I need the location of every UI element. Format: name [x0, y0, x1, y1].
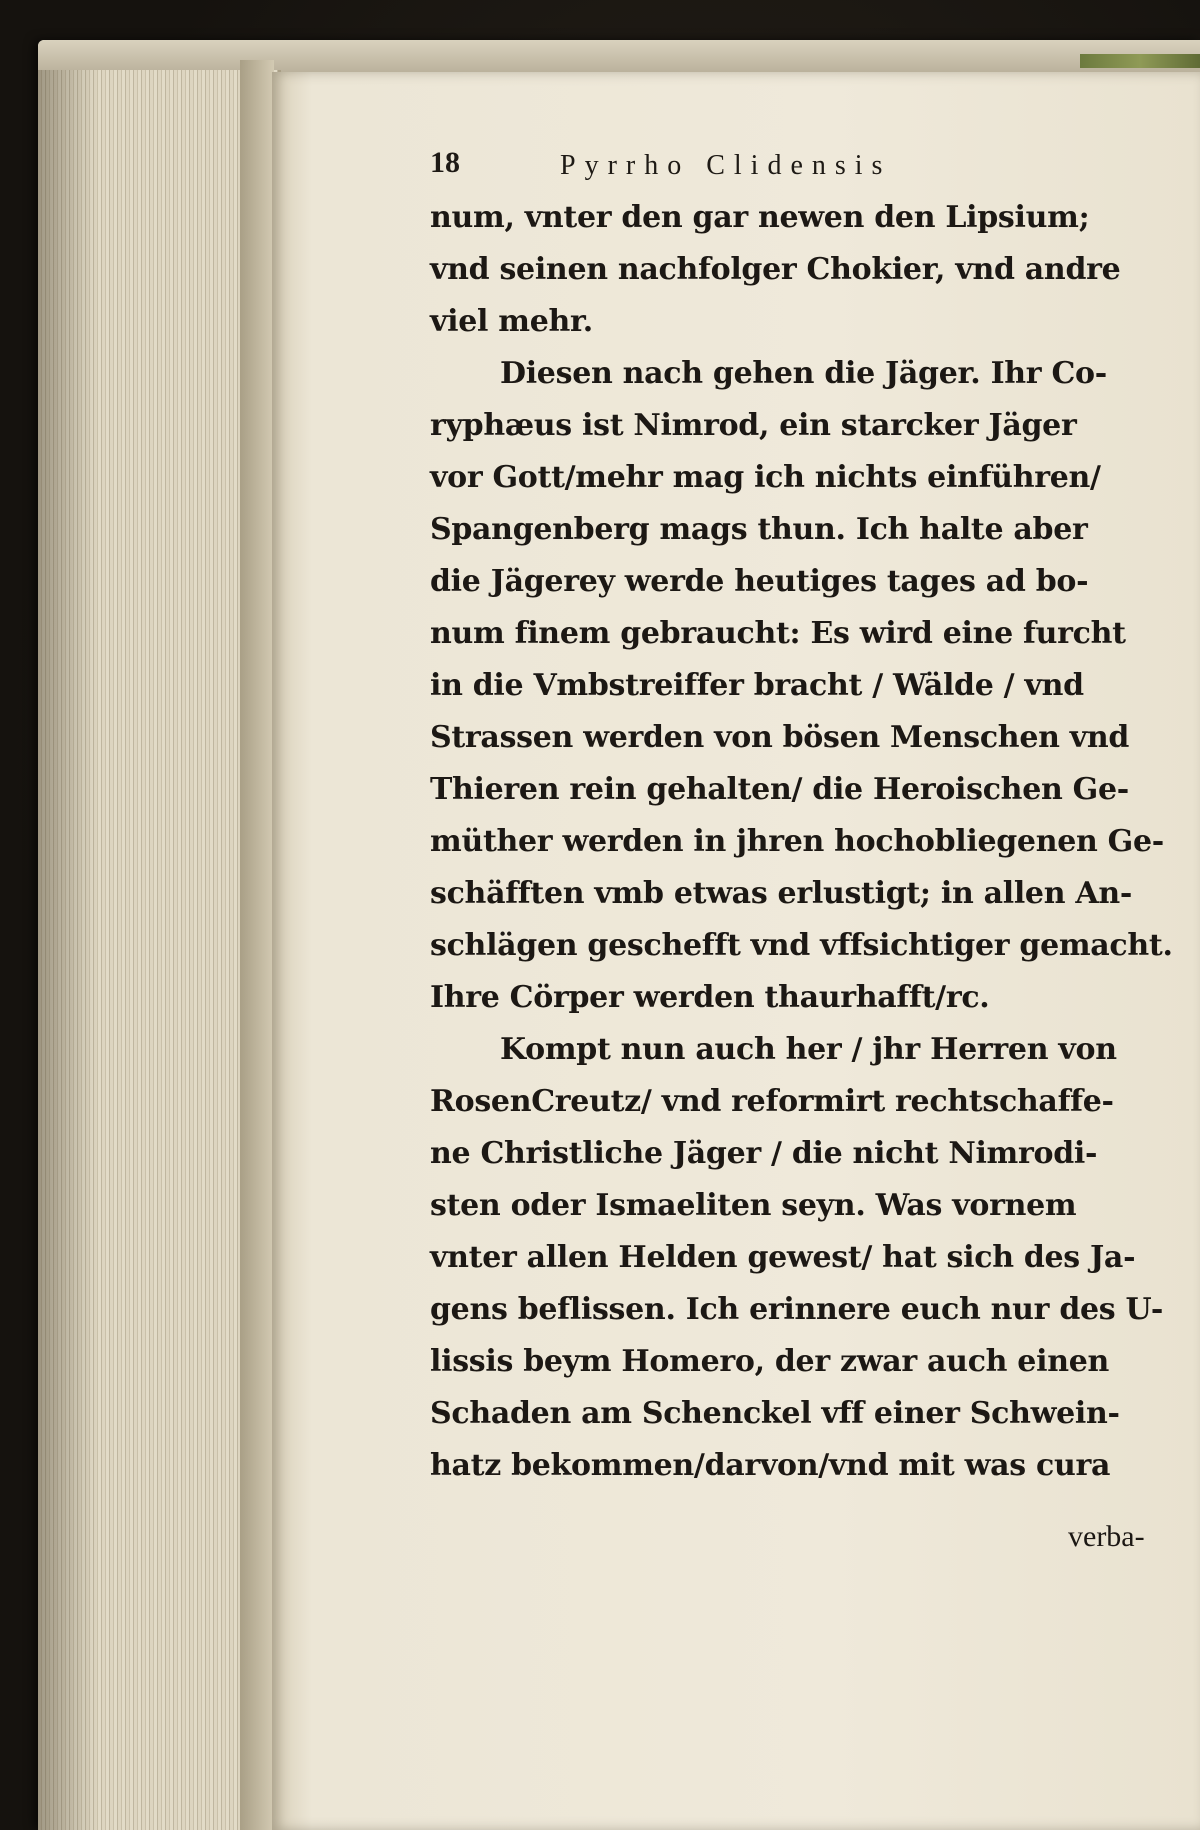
- text-line: die Jägerey werde heutiges tages ad bo-: [430, 564, 1089, 599]
- text-line: viel mehr.: [430, 304, 593, 339]
- catchword: verba-: [1068, 1520, 1145, 1553]
- running-head: Pyrrho Clidensis: [560, 150, 892, 181]
- text-line: Spangenberg mags thun. Ich halte aber: [430, 512, 1088, 547]
- text-line: num, vnter den gar newen den Lipsium;: [430, 200, 1090, 235]
- text-line: Diesen nach gehen die Jäger. Ihr Co-: [500, 356, 1107, 391]
- text-line: in die Vmbstreiffer bracht / Wälde / vnd: [430, 668, 1084, 703]
- text-line: vnd seinen nachfolger Chokier, vnd andre: [430, 252, 1121, 287]
- page-gutter: [240, 60, 274, 1830]
- text-line: Schaden am Schenckel vff einer Schwein-: [430, 1396, 1120, 1431]
- text-line: Thieren rein gehalten/ die Heroischen Ge-: [430, 772, 1129, 807]
- text-line: ryphæus ist Nimrod, ein starcker Jäger: [430, 408, 1077, 443]
- text-line: Ihre Cörper werden thaurhafft/rc.: [430, 980, 990, 1015]
- text-line: müther werden in jhren hochobliegenen Ge-: [430, 824, 1164, 859]
- text-line: ne Christliche Jäger / die nicht Nimrodi-: [430, 1136, 1098, 1171]
- text-line: vor Gott/mehr mag ich nichts einführen/: [430, 460, 1101, 495]
- text-line: gens beflissen. Ich erinnere euch nur des U-: [430, 1292, 1164, 1327]
- page-number: 18: [430, 146, 460, 179]
- text-line: vnter allen Helden gewest/ hat sich des Ja-: [430, 1240, 1136, 1275]
- text-line: schlägen geschefft vnd vffsichtiger gemacht.: [430, 928, 1173, 963]
- text-line: schäfften vmb etwas erlustigt; in allen An-: [430, 876, 1133, 911]
- cover-green-strip: [1080, 54, 1200, 68]
- cover-edge: [38, 40, 1200, 74]
- text-line: lissis beym Homero, der zwar auch einen: [430, 1344, 1110, 1379]
- page-block-shade: [38, 70, 98, 1830]
- text-line: sten oder Ismaeliten seyn. Was vornem: [430, 1188, 1077, 1223]
- text-line: num finem gebraucht: Es wird eine furcht: [430, 616, 1126, 651]
- text-line: Strassen werden von bösen Menschen vnd: [430, 720, 1130, 755]
- text-line: hatz bekommen/darvon/vnd mit was cura: [430, 1448, 1111, 1483]
- text-line: Kompt nun auch her / jhr Herren von: [500, 1032, 1117, 1067]
- text-line: RosenCreutz/ vnd reformirt rechtschaffe-: [430, 1084, 1114, 1119]
